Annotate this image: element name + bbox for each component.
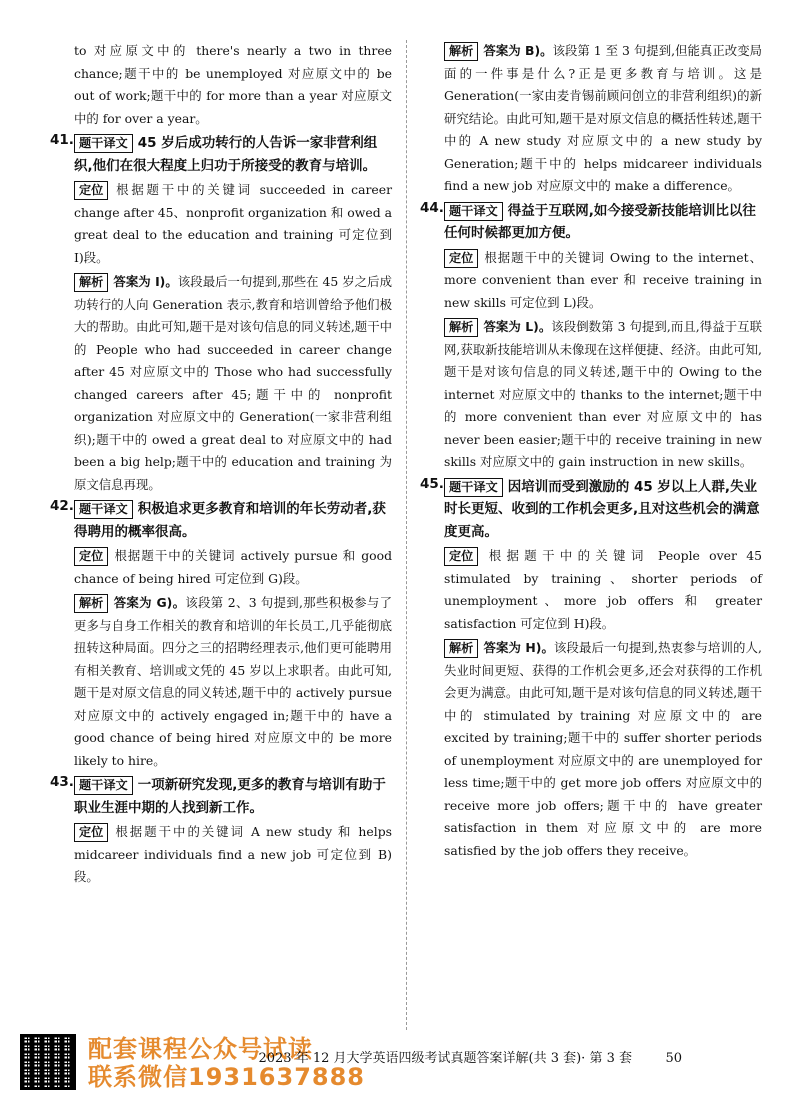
left-column <box>50 40 392 891</box>
question-title <box>50 498 392 543</box>
locate-text <box>50 821 392 889</box>
locate-body: 根据题干中的关键词 People over 45 stimulated by training、shorter periods of unemployment、more job offers 和 greater satisfaction 可定位到 H)段。 <box>444 548 762 631</box>
locate-body: 根据题干中的关键词 actively pursue 和 good chance of being hired 可定位到 G)段。 <box>74 548 392 586</box>
question-45 <box>420 476 762 863</box>
tag-explanation: 解析 <box>74 594 108 613</box>
tag-translation: 题干译文 <box>74 776 133 795</box>
locate-body: 根据题干中的关键词 succeeded in career change after 45、nonprofit organization 和 owed a great deal to the education and training 可定位到 I)段。 <box>74 182 392 265</box>
answer-label: 答案为 B)。 <box>483 43 553 58</box>
question-number: 44. <box>420 199 444 216</box>
question-number: 45. <box>420 475 444 492</box>
title-text: 45 岁后成功转行的人告诉一家非营利组织,他们在很大程度上归功于所接受的教育与培训。 <box>74 135 378 174</box>
explanation-body: 该段第 1 至 3 句提到,但能真正改变局面的一件事是什么?正是更多教育与培训。这是 Generation(一家由麦肯锡前顾问创立的非营利组织)的新研究结论。由此可知,题干是对原文信息的概括性转述,题干中的 A new study 对应原文中的 a new study by Generation;题干中的 helps midcareer individuals find a new job 对应原文中的 make a difference。 <box>444 43 762 193</box>
locate-text <box>50 545 392 590</box>
locate-body: 根据题干中的关键词 Owing to the internet、more convenient than ever 和 receive training in new skills 可定位到 L)段。 <box>444 249 762 310</box>
question-44 <box>420 200 762 474</box>
locate-text <box>420 247 762 315</box>
tag-translation: 题干译文 <box>74 134 133 153</box>
locate-body: 根据题干中的关键词 A new study 和 helps midcareer individuals find a new job 可定位到 B)段。 <box>74 824 392 884</box>
tag-explanation: 解析 <box>444 639 478 658</box>
tag-locate: 定位 <box>74 823 108 842</box>
tag-translation: 题干译文 <box>444 478 503 497</box>
question-number: 41. <box>50 132 74 148</box>
tag-locate: 定位 <box>444 249 478 268</box>
question-number: 42. <box>50 498 74 514</box>
explanation-text <box>50 592 392 772</box>
page-number: 50 <box>665 1051 682 1066</box>
right-intro-text <box>420 40 762 198</box>
question-title <box>420 476 762 544</box>
explanation-body: 该段最后一句提到,那些在 45 岁之后成功转行的人向 Generation 表示,教育和培训曾给予他们极大的帮助。由此可知,题干是对该句信息的同义转述,题干中的 People who had succeeded in career change after 45 对应原文中的 Those who had successfully changed careers after 45;题干中的 nonprofit organization 对应原文中的 Generation(一家非营利组织);题干中的 owed a great deal to 对应原文中的 had been a big help;题干中的 education and training 为原文信息再现。 <box>74 274 392 492</box>
answer-label: 答案为 G)。 <box>113 595 186 610</box>
page-footer <box>0 1032 800 1102</box>
explanation-text <box>50 271 392 496</box>
question-title <box>420 200 762 245</box>
title-text: 积极追求更多教育和培训的年长劳动者,获得聘用的概率很高。 <box>74 501 386 540</box>
question-title <box>50 774 392 819</box>
question-42 <box>50 498 392 772</box>
title-text: 一项新研究发现,更多的教育与培训有助于职业生涯中期的人找到新工作。 <box>74 777 386 816</box>
answer-label: 答案为 L)。 <box>483 319 552 334</box>
tag-explanation: 解析 <box>74 273 108 292</box>
tag-translation: 题干译文 <box>444 202 503 221</box>
watermark-line-1: 配套课程公众号试读 <box>88 1035 313 1063</box>
explanation-text <box>420 316 762 474</box>
tag-locate: 定位 <box>444 547 478 566</box>
tag-explanation: 解析 <box>444 318 478 337</box>
locate-text <box>420 545 762 635</box>
column-divider <box>406 40 408 1030</box>
explanation-body: 该段倒数第 3 句提到,而且,得益于互联网,获取新技能培训从未像现在这样便捷、经济。由此可知,题干是对该句信息的同义转述,题干中的 Owing to the internet 对应原文中的 thanks to the internet;题干中的 more convenient than ever 对应原文中的 has never been easier;题干中的 receive training in new skills 对应原文中的 gain instruction in new skills。 <box>444 319 763 469</box>
question-title <box>50 132 392 177</box>
tag-locate: 定位 <box>74 547 108 566</box>
explanation-body: 该段第 2、3 句提到,那些积极参与了更多与自身工作相关的教育和培训的年长员工,几乎能彻底扭转这种局面。四分之三的招聘经理表示,他们更可能聘用有相关教育、培训或文凭的 45 岁以上求职者。由此可知,题干是对原文信息的同义转述,题干中的 actively pursue 对应原文中的 actively engaged in;题干中的 have a good chance of being hired 对应原文中的 be more likely to hire。 <box>74 595 392 768</box>
qr-code-icon <box>20 1034 76 1090</box>
tag-locate: 定位 <box>74 181 108 200</box>
footer-caption: 2023 年 12 月大学英语四级考试真题答案详解(共 3 套)· 第 3 套 <box>258 1051 632 1066</box>
answer-label: 答案为 H)。 <box>483 640 555 655</box>
right-column <box>420 40 762 864</box>
tag-translation: 题干译文 <box>74 500 133 519</box>
question-number: 43. <box>50 774 74 790</box>
tag-explanation: 解析 <box>444 42 478 61</box>
left-intro-text: to 对应原文中的 there's nearly a two in three chance;题干中的 be unemployed 对应原文中的 be out of work;题干中的 for more than a year 对应原文中的 for over a year。 <box>74 43 392 126</box>
title-text: 得益于互联网,如今接受新技能培训比以往任何时候都更加方便。 <box>444 202 756 241</box>
explanation-text <box>420 637 762 862</box>
answer-label: 答案为 I)。 <box>113 274 178 289</box>
locate-text <box>50 179 392 269</box>
explanation-body: 该段最后一句提到,热衷参与培训的人,失业时间更短、获得的工作机会更多,还会对获得的工作机会更为满意。由此可知,题干是对该句信息的同义转述,题干中的 stimulated by training 对应原文中的 are excited by training;题干中的 suffer shorter periods of unemployment 对应原文中的 are unemployed for less time;题干中的 get more job offers 对应原文中的 receive more job offers;题干中的 have greater satisfaction in them 对应原文中的 are more satisfied by the job offers they receive。 <box>444 640 762 858</box>
question-43 <box>50 774 392 889</box>
watermark-line-2: 联系微信1931637888 <box>88 1063 365 1091</box>
title-text: 因培训而受到激励的 45 岁以上人群,失业时长更短、收到的工作机会更多,且对这些机会的满意度更高。 <box>444 478 760 540</box>
question-41 <box>50 132 392 496</box>
